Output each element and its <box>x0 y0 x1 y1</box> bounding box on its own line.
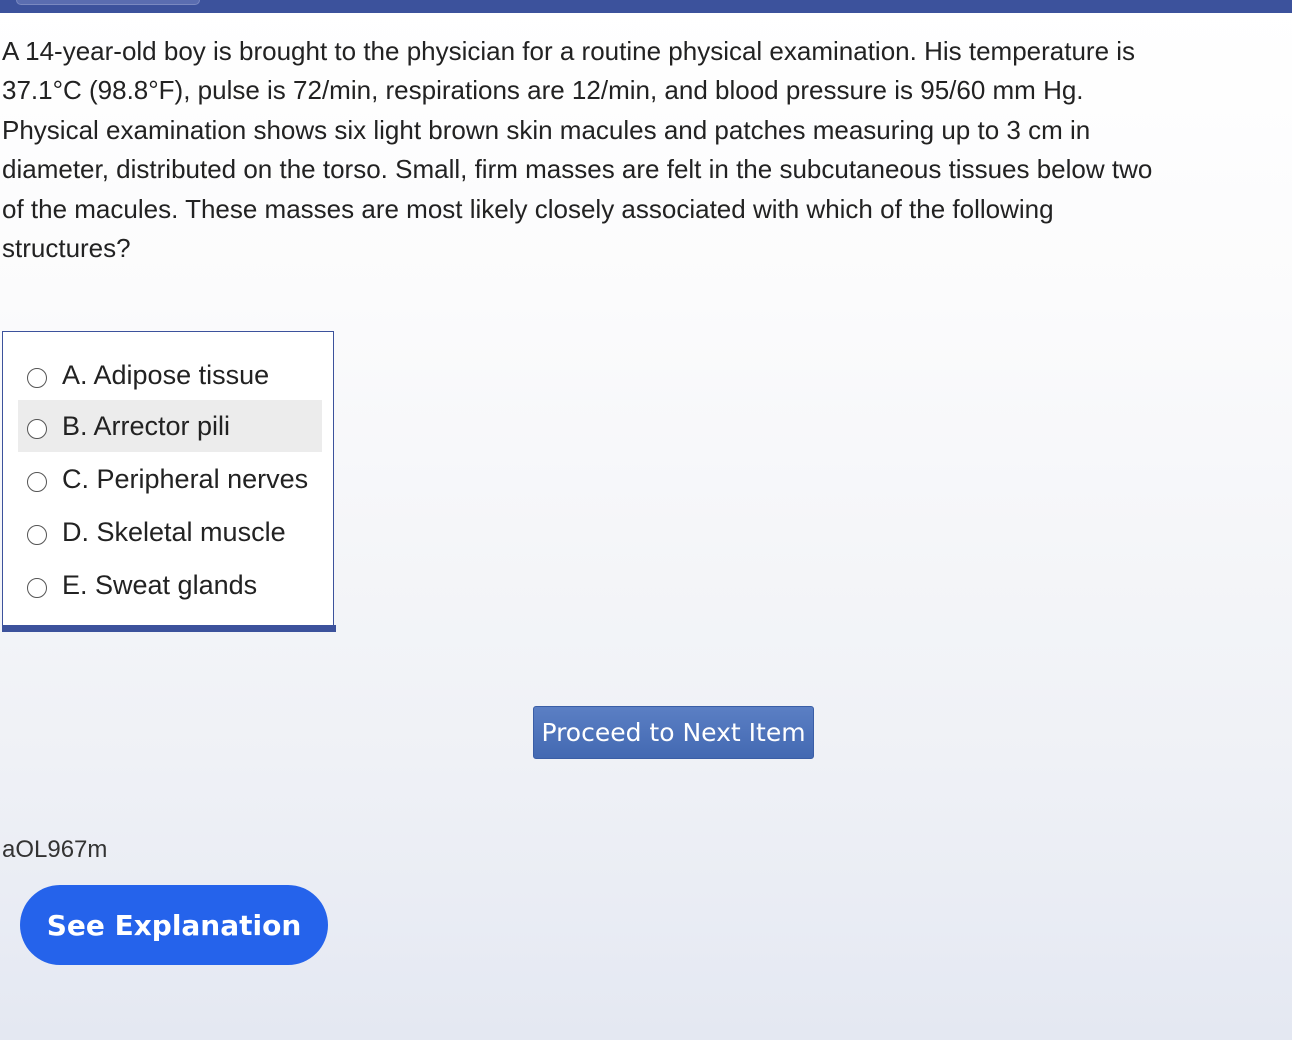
proceed-next-item-button[interactable]: Proceed to Next Item <box>533 706 814 759</box>
answer-choice-label: D. Skeletal muscle <box>62 516 286 547</box>
answer-choice-e[interactable] <box>18 559 322 611</box>
answer-choice-label: E. Sweat glands <box>62 569 258 600</box>
answer-choices-box <box>2 331 334 625</box>
answer-choice-label: A. Adipose tissue <box>62 359 270 390</box>
answer-choice-label: B. Arrector pili <box>62 410 231 441</box>
header-tab[interactable] <box>16 0 200 5</box>
answer-choice-label: C. Peripheral nerves <box>62 463 309 494</box>
question-id: aOL967m <box>2 836 108 863</box>
radio-button-icon[interactable] <box>27 419 47 439</box>
see-explanation-button[interactable]: See Explanation <box>20 885 328 965</box>
radio-button-icon[interactable] <box>27 578 47 598</box>
radio-button-icon[interactable] <box>27 472 47 492</box>
radio-button-icon[interactable] <box>27 368 47 388</box>
choices-bottom-border <box>2 625 336 632</box>
question-stem: A 14-year-old boy is brought to the physician for a routine physical examination. His temperature is 37.1°C (98.8°F), pulse is 72/min, respirations are 12/min, and blood pressure is 95/60 mm Hg. Physical examination shows six light brown skin macules and patches measuring up to 3 cm in diameter, distributed on the torso. Small, firm masses are felt in the subcutaneous tissues below two of the macules. These masses are most likely closely associated with which of the following structures? <box>2 36 1153 264</box>
answer-choice-d[interactable] <box>18 506 322 558</box>
answer-choice-b[interactable] <box>18 400 322 452</box>
top-header-bar <box>0 0 1292 13</box>
radio-button-icon[interactable] <box>27 525 47 545</box>
answer-choice-c[interactable] <box>18 453 322 505</box>
answer-choice-a[interactable] <box>18 349 322 401</box>
